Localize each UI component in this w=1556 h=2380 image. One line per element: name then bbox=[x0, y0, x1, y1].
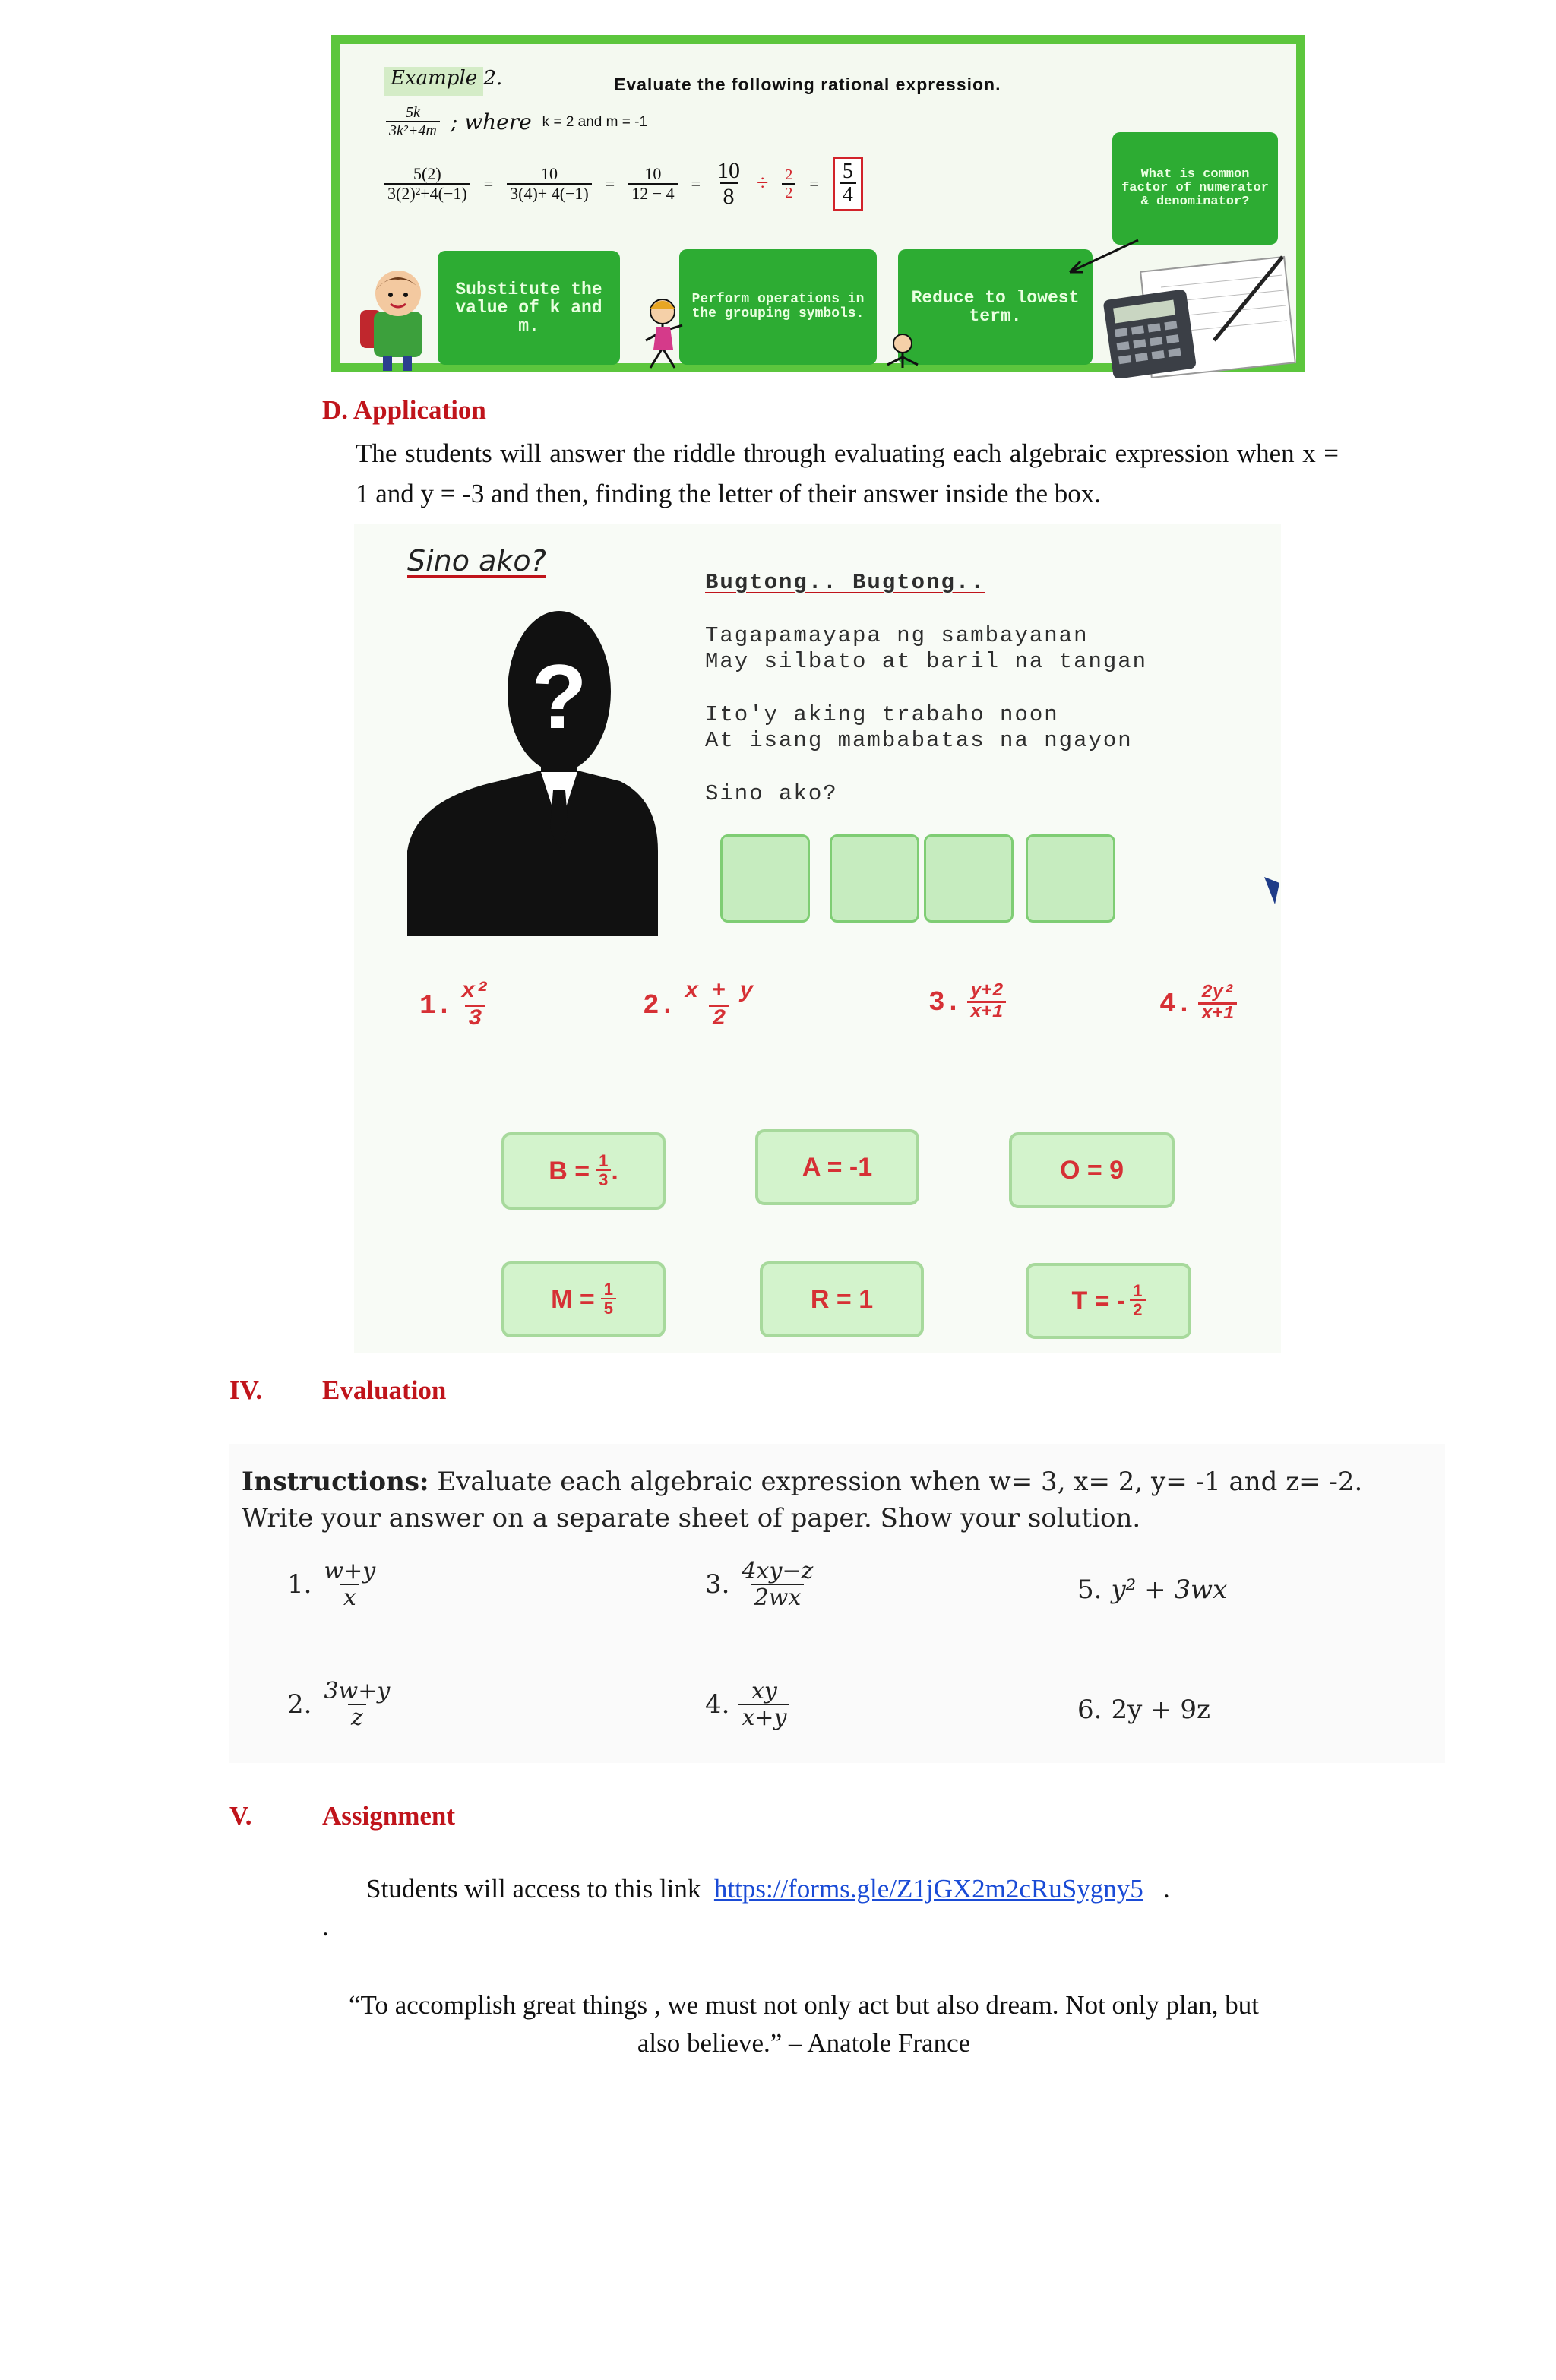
riddle-item-4: 4. $\frac{\text{2y²}}{x+1}$ bbox=[1159, 983, 1237, 1025]
answer-letter-box-2[interactable] bbox=[830, 834, 919, 923]
key-box-m: M = $\frac{1}{5}$ bbox=[501, 1261, 666, 1337]
assignment-link[interactable]: https://forms.gle/Z1jGX2m2cRuSygny5 bbox=[713, 1874, 1143, 1904]
reduce-box: Reduce to lowest term. bbox=[898, 249, 1093, 365]
answer-letter-box-4[interactable] bbox=[1026, 834, 1115, 923]
question-box: What is common factor of numerator & denominator? bbox=[1112, 132, 1278, 245]
example-label: Example 2. bbox=[391, 67, 503, 90]
stray-dot: . bbox=[322, 1912, 329, 1942]
key-box-a: A = -1 bbox=[755, 1129, 919, 1205]
example-title: Evaluate the following rational expression. bbox=[614, 74, 1001, 94]
riddle-line-1: Tagapamayapa ng sambayanan bbox=[705, 623, 1089, 648]
assignment-number: V. bbox=[229, 1801, 252, 1831]
evaluation-heading: Evaluation bbox=[322, 1375, 447, 1405]
perform-operations-box: Perform operations in the grouping symbols. bbox=[679, 249, 877, 365]
mystery-person-icon bbox=[407, 600, 658, 936]
application-text: The students will answer the riddle through evaluating each algebraic expression when x = 1 and y = -3 and then, finding the letter of their answer inside the box. bbox=[356, 438, 1339, 508]
answer-letter-box-3[interactable] bbox=[924, 834, 1014, 923]
riddle-line-3: Ito'y aking trabaho noon bbox=[705, 702, 1059, 727]
where-text: ; where bbox=[450, 109, 532, 135]
notebook-calculator-icon bbox=[1100, 249, 1298, 378]
key-box-r: R = 1 bbox=[760, 1261, 924, 1337]
answer-letter-box-1[interactable] bbox=[720, 834, 810, 923]
example-panel bbox=[331, 35, 1305, 372]
given-values: k = 2 and m = -1 bbox=[542, 113, 648, 130]
assignment-text: Students will access to this link https://forms.gle/Z1jGX2m2cRuSygny5 . bbox=[366, 1874, 1170, 1904]
key-box-b: B = $\frac{1}{3}$ . bbox=[501, 1132, 666, 1210]
riddle-line-2: May silbato at baril na tangan bbox=[705, 649, 1148, 674]
substitute-box: Substitute the value of k and m. bbox=[438, 251, 620, 365]
key-box-o: O = 9 bbox=[1009, 1132, 1175, 1208]
evaluation-item-5: 5. y² + 3wx bbox=[1077, 1575, 1228, 1605]
riddle-line-5: Sino ako? bbox=[705, 781, 838, 806]
riddle-item-3: 3. $\frac{y+2}{x+1}$ bbox=[928, 982, 1006, 1024]
riddle-item-2: 2. $\frac{x + y}{2}$ bbox=[643, 979, 754, 1032]
riddle-item-1: 1. $\frac{\text{x²}}{3}$ bbox=[419, 979, 489, 1032]
question-mark-icon: ? bbox=[531, 646, 587, 748]
evaluation-number: IV. bbox=[229, 1375, 263, 1405]
final-answer-box: $\frac{5}{4}$ bbox=[833, 157, 863, 211]
evaluation-item-6: 6. 2y + 9z bbox=[1077, 1695, 1210, 1725]
riddle-panel bbox=[354, 524, 1281, 1353]
given-expression: $\frac{5k}{\text{3k²+4m}}$ ; where k = 2 and m = -1 bbox=[386, 105, 647, 139]
evaluation-item-3: 3. $\frac{4xy-z}{2wx}$ bbox=[705, 1558, 814, 1611]
evaluation-item-1: 1. $\frac{w+y}{x}$ bbox=[287, 1558, 376, 1611]
pen-tip-icon bbox=[1263, 875, 1281, 906]
evaluation-item-2: 2. $\frac{3w+y}{z}$ bbox=[287, 1678, 391, 1731]
riddle-line-4: At isang mambabatas na ngayon bbox=[705, 728, 1133, 753]
assignment-heading: Assignment bbox=[322, 1801, 456, 1831]
evaluation-item-4: 4. $\frac{xy}{x+y}$ bbox=[705, 1679, 789, 1730]
student-cartoon-icon bbox=[357, 264, 441, 371]
sino-ako-title: Sino ako? bbox=[407, 544, 546, 578]
application-heading: D. Application bbox=[322, 395, 486, 425]
closing-quote: “To accomplish great things , we must not only act but also dream. Not only plan, but also believe.” – Anatole France bbox=[348, 1990, 1259, 2058]
evaluation-instructions: Instructions: Evaluate each algebraic expression when w= 3, x= 2, y= -1 and z= -2. Write your answer on a separate sheet of paper. Show your solution. bbox=[242, 1467, 1363, 1533]
boy-figure-icon bbox=[880, 333, 925, 371]
bugtong-heading: Bugtong.. Bugtong.. bbox=[705, 570, 985, 595]
key-box-t: T = - $\frac{1}{2}$ bbox=[1026, 1263, 1191, 1339]
solution-steps: $\frac{5(2)}{\text{3(2)²+4(−1)}}$ = $\frac{10}{3(4)+ 4(-1)}$ = $\frac{10}{12 - 4}$ = $\frac{10}{8}$ ÷ $\frac{2}{2}$ = $\frac{5}{4}$ bbox=[384, 157, 863, 211]
girl-figure-icon bbox=[640, 295, 693, 371]
evaluation-panel bbox=[229, 1444, 1445, 1763]
